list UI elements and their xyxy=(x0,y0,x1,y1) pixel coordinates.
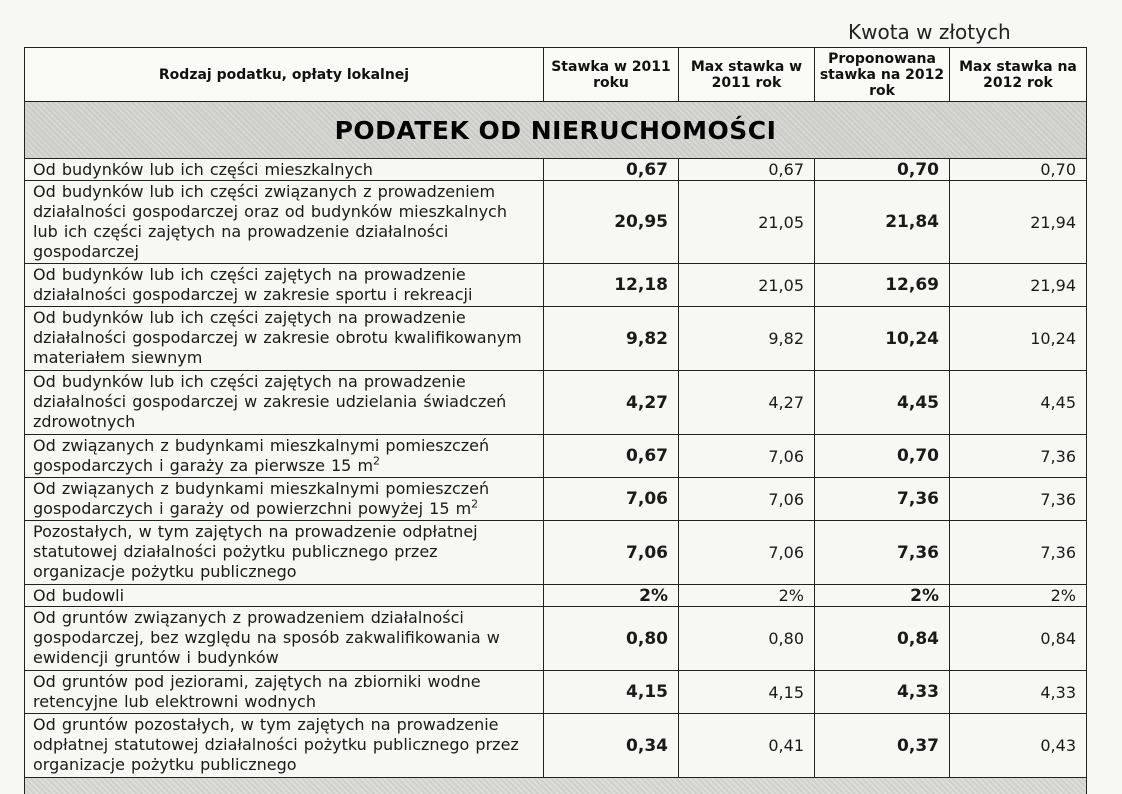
row-label xyxy=(25,714,544,778)
table-row xyxy=(25,607,1087,671)
header-tax-type: Rodzaj podatku, opłaty lokalnej xyxy=(25,48,544,102)
cell-max-2012: 7,36 xyxy=(950,478,1087,521)
table-row xyxy=(25,181,1087,264)
superscript-squared: 2 xyxy=(471,498,478,511)
cell-rate-2011: 9,82 xyxy=(544,307,679,371)
cell-rate-2011: 4,27 xyxy=(544,371,679,435)
row-label xyxy=(25,521,544,585)
header-max-2011: Max stawka w 2011 rok xyxy=(679,48,815,102)
header-row xyxy=(25,48,1087,102)
cell-rate-2011: 2% xyxy=(544,585,679,607)
cell-max-2011: 0,67 xyxy=(679,159,815,181)
currency-unit-note: Kwota w złotych xyxy=(848,20,1011,44)
cell-max-2012: 2% xyxy=(950,585,1087,607)
cell-proposed-2012: 4,33 xyxy=(815,671,950,714)
row-label xyxy=(25,607,544,671)
row-label xyxy=(25,307,544,371)
cell-max-2011: 0,80 xyxy=(679,607,815,671)
cell-proposed-2012: 4,45 xyxy=(815,371,950,435)
cell-rate-2011: 12,18 xyxy=(544,264,679,307)
cell-rate-2011: 0,67 xyxy=(544,159,679,181)
cell-max-2012: 4,45 xyxy=(950,371,1087,435)
row-label xyxy=(25,264,544,307)
cell-max-2011: 21,05 xyxy=(679,264,815,307)
row-label-text: Od gruntów związanych z prowadzeniem działalności gospodarczej, bez względu na sposób zakwalifikowania w ewidencji gruntów i budynków xyxy=(33,608,500,667)
table-row xyxy=(25,671,1087,714)
header-rate-2011: Stawka w 2011 roku xyxy=(544,48,679,102)
section-title: PODATEK OD NIERUCHOMOŚCI xyxy=(25,102,1087,159)
cell-max-2012: 21,94 xyxy=(950,181,1087,264)
cell-max-2011: 2% xyxy=(679,585,815,607)
table-row xyxy=(25,585,1087,607)
table-row xyxy=(25,435,1087,478)
row-label xyxy=(25,478,544,521)
tax-rates-table xyxy=(24,47,1087,794)
cell-max-2011: 9,82 xyxy=(679,307,815,371)
cell-max-2012: 0,43 xyxy=(950,714,1087,778)
row-label xyxy=(25,671,544,714)
table-row xyxy=(25,714,1087,778)
cell-proposed-2012: 0,70 xyxy=(815,159,950,181)
next-section-band xyxy=(25,778,1087,794)
table-row xyxy=(25,521,1087,585)
cell-proposed-2012: 10,24 xyxy=(815,307,950,371)
cell-max-2012: 7,36 xyxy=(950,435,1087,478)
row-label-text: Od budynków lub ich części związanych z prowadzeniem działalności gospodarczej oraz od budynków mieszkalnych lub ich części zajętych na prowadzenie działalności gospodarczej xyxy=(33,182,507,261)
cell-max-2011: 0,41 xyxy=(679,714,815,778)
cell-max-2012: 0,70 xyxy=(950,159,1087,181)
cell-proposed-2012: 12,69 xyxy=(815,264,950,307)
cell-rate-2011: 7,06 xyxy=(544,478,679,521)
cell-proposed-2012: 2% xyxy=(815,585,950,607)
cell-max-2011: 4,15 xyxy=(679,671,815,714)
row-label-text: Od budynków lub ich części zajętych na prowadzenie działalności gospodarczej w zakresie sportu i rekreacji xyxy=(33,265,472,304)
row-label-text: Od gruntów pozostałych, w tym zajętych na prowadzenie odpłatnej statutowej działalności pożytku publicznego przez organizacje pożytku publicznego xyxy=(33,715,519,774)
row-label-text: Pozostałych, w tym zajętych na prowadzenie odpłatnej statutowej działalności pożytku publicznego przez organizacje pożytku publicznego xyxy=(33,522,478,581)
cell-proposed-2012: 7,36 xyxy=(815,478,950,521)
cell-max-2012: 10,24 xyxy=(950,307,1087,371)
next-section-partial-row xyxy=(25,778,1087,794)
cell-rate-2011: 20,95 xyxy=(544,181,679,264)
row-label-text: Od związanych z budynkami mieszkalnymi pomieszczeń gospodarczych i garaży od powierzchni powyżej 15 m xyxy=(33,479,489,518)
cell-rate-2011: 7,06 xyxy=(544,521,679,585)
cell-max-2011: 4,27 xyxy=(679,371,815,435)
cell-proposed-2012: 0,37 xyxy=(815,714,950,778)
cell-max-2012: 21,94 xyxy=(950,264,1087,307)
table-row xyxy=(25,307,1087,371)
row-label xyxy=(25,585,544,607)
cell-proposed-2012: 0,70 xyxy=(815,435,950,478)
cell-max-2011: 7,06 xyxy=(679,478,815,521)
table-row xyxy=(25,371,1087,435)
cell-rate-2011: 4,15 xyxy=(544,671,679,714)
superscript-squared: 2 xyxy=(373,455,380,468)
row-label xyxy=(25,435,544,478)
cell-rate-2011: 0,34 xyxy=(544,714,679,778)
row-label xyxy=(25,181,544,264)
row-label-text: Od budowli xyxy=(33,586,124,605)
cell-max-2011: 7,06 xyxy=(679,435,815,478)
row-label-text: Od związanych z budynkami mieszkalnymi pomieszczeń gospodarczych i garaży za pierwsze 15 m xyxy=(33,436,489,475)
cell-rate-2011: 0,80 xyxy=(544,607,679,671)
row-label-text: Od budynków lub ich części mieszkalnych xyxy=(33,160,373,179)
cell-proposed-2012: 21,84 xyxy=(815,181,950,264)
cell-rate-2011: 0,67 xyxy=(544,435,679,478)
cell-max-2012: 7,36 xyxy=(950,521,1087,585)
row-label-text: Od gruntów pod jeziorami, zajętych na zbiorniki wodne retencyjne lub elektrowni wodnych xyxy=(33,672,481,711)
cell-max-2012: 4,33 xyxy=(950,671,1087,714)
cell-proposed-2012: 7,36 xyxy=(815,521,950,585)
table-row xyxy=(25,264,1087,307)
cell-proposed-2012: 0,84 xyxy=(815,607,950,671)
cell-max-2012: 0,84 xyxy=(950,607,1087,671)
row-label xyxy=(25,371,544,435)
header-max-2012: Max stawka na 2012 rok xyxy=(950,48,1087,102)
header-proposed-2012: Proponowana stawka na 2012 rok xyxy=(815,48,950,102)
row-label-text: Od budynków lub ich części zajętych na prowadzenie działalności gospodarczej w zakresie obrotu kwalifikowanym materiałem siewnym xyxy=(33,308,522,367)
table-row xyxy=(25,478,1087,521)
section-header-row xyxy=(25,102,1087,159)
row-label xyxy=(25,159,544,181)
cell-max-2011: 21,05 xyxy=(679,181,815,264)
cell-max-2011: 7,06 xyxy=(679,521,815,585)
table-row xyxy=(25,159,1087,181)
row-label-text: Od budynków lub ich części zajętych na prowadzenie działalności gospodarczej w zakresie udzielania świadczeń zdrowotnych xyxy=(33,372,506,431)
